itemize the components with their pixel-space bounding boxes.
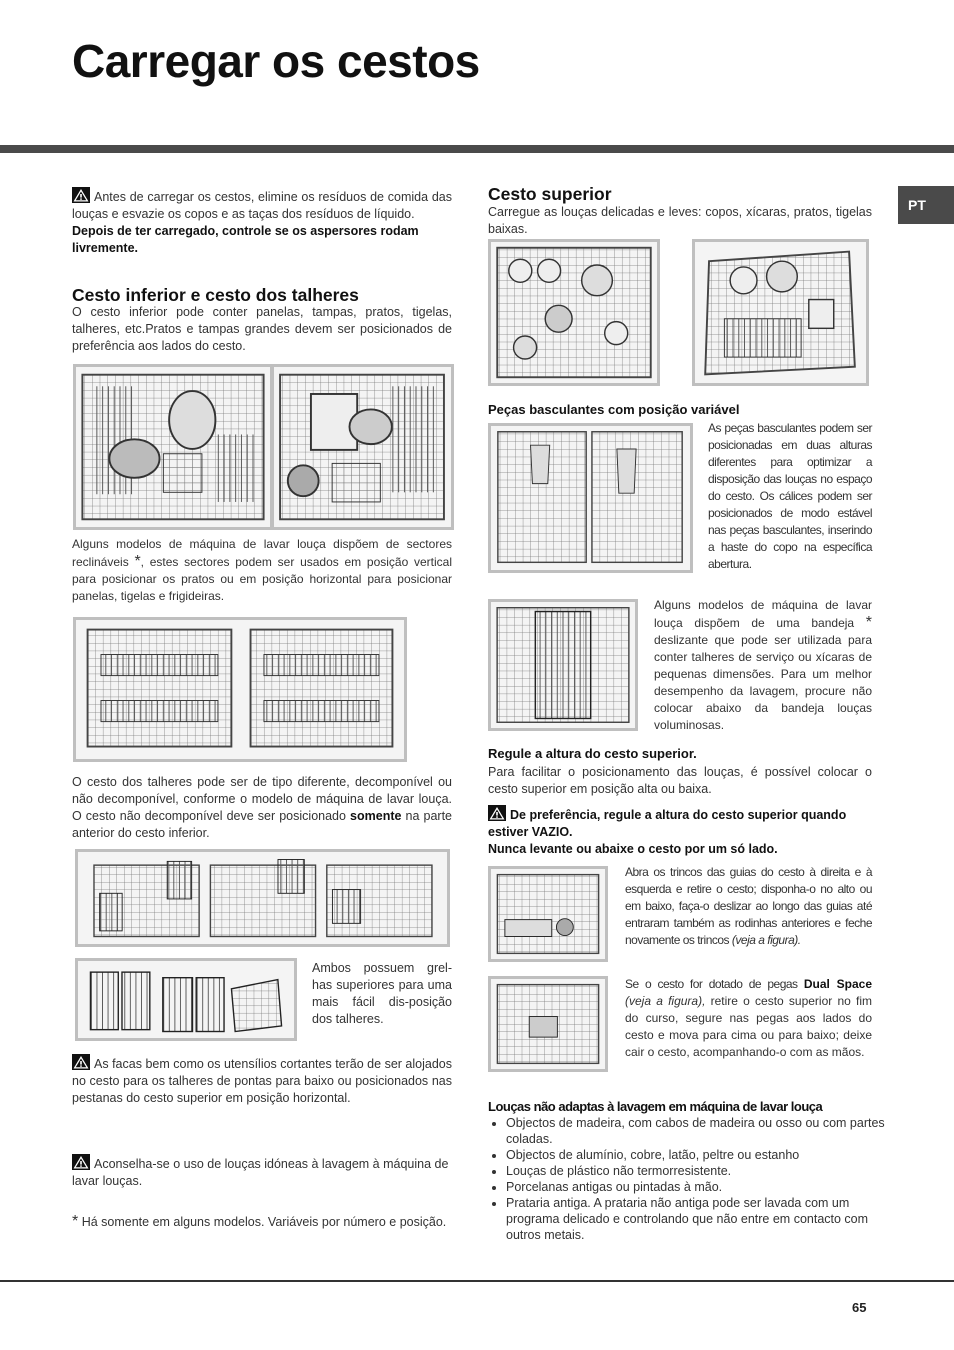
lower-basket-illustration-2 — [271, 364, 454, 530]
language-tab[interactable]: PT — [898, 186, 954, 224]
warning-icon — [72, 187, 90, 203]
advice-warning: Aconselha-se o uso de louças idóneas à lavagem à máquina de lavar louças. — [72, 1154, 452, 1190]
dual-space-illustration — [488, 976, 608, 1072]
height-adjust-warning: De preferência, regule a altura do cesto superior quando estiver VAZIO. Nunca levante ou abaixe o cesto por um só lado. — [488, 805, 872, 858]
cutlery-basket-text: O cesto dos talheres pode ser de tipo diferente, decomponível ou não decomponível, conforme o modelo de máquina de lavar louça. O cesto não decomponível deve ser posicionado somente na parte anterior do cesto inferior. — [72, 775, 453, 840]
section-heading-lower-basket: Cesto inferior e cesto dos talheres — [72, 285, 359, 305]
warning-icon — [72, 1154, 90, 1170]
warning-icon — [72, 1054, 90, 1070]
sliding-tray-text: Alguns modelos de máquina de lavar louça dispõem de uma bandeja * deslizante que pode ser utilizada para conter talheres de serviço ou xícaras de pequenas dimensões. Para um melhor desempenho da lavagem, procure não colocar abaixo da bandeja louças voluminosas. — [654, 598, 872, 732]
tilting-parts-illustration — [488, 423, 693, 573]
list-item: • Louças de plástico não termorresistente. — [506, 1163, 890, 1179]
tilting-parts-heading: Peças basculantes com posição variável — [488, 402, 740, 417]
knives-warning: As facas bem como os utensílios cortantes terão de ser alojados no cesto para os talheres de pontas para baixo ou posicionados nas pestanas do cesto superior em posição horizontal. — [72, 1054, 452, 1107]
page-number: 65 — [852, 1300, 867, 1315]
sliding-tray-illustration — [488, 599, 638, 731]
grilles-text: Ambos possuem grel-has superiores para uma mais fácil dis-posição dos talheres. — [312, 961, 452, 1026]
lower-basket-illustration-1 — [73, 364, 273, 530]
reclining-sectors-illustration — [73, 617, 407, 762]
reclining-sectors-text: Alguns modelos de máquina de lavar louça dispõem de sectores reclináveis *, estes sectores podem ser usados em posição vertical para posicionar os pratos ou em posição horizontal para posicionar panelas, tigelas e frigideiras. — [72, 537, 453, 603]
cutlery-basket-positions-illustration — [75, 849, 450, 947]
header-divider — [0, 145, 954, 153]
footer-divider — [0, 1280, 954, 1282]
unsuitable-items-heading: Louças não adaptas à lavagem em máquina de lavar louça — [488, 1099, 823, 1114]
list-item: • Objectos de alumínio, cobre, latão, peltre ou estanho — [506, 1147, 890, 1163]
basket-latches-text: Abra os trincos das guias do cesto à direita e à esquerda e retire o cesto; disponha-o no alto ou em baixo, faça-o deslizar ao longo das guias até entraram também as rodinhas anteriores e feche novamente os trincos (veja a figura). — [625, 865, 872, 947]
height-adjust-heading: Regule a altura do cesto superior. — [488, 746, 697, 761]
basket-latches-illustration — [488, 866, 608, 962]
cutlery-grilles-illustration — [75, 958, 297, 1041]
height-adjust-text: Para facilitar o posicionamento das louças, é possível colocar o cesto superior em posição alta ou baixa. — [488, 765, 872, 796]
lower-basket-text: O cesto inferior pode conter panelas, tampas, pratos, tigelas, talheres, etc.Pratos e tampas grandes devem ser posicionados de preferência aos lados do cesto. — [72, 305, 452, 353]
upper-basket-illustration-2 — [692, 239, 869, 386]
intro-block — [72, 187, 452, 257]
upper-basket-illustration-1 — [488, 239, 660, 386]
unsuitable-items-list — [488, 1115, 890, 1243]
dual-space-text: Se o cesto for dotado de pegas Dual Space (veja a figura), retire o cesto superior no fim do curso, segure nas pegas aos lados do cesto e mova para cima ou para baixo; deixe cair o cesto, acompanhando-o com as mãos. — [625, 977, 872, 1059]
intro-text: Antes de carregar os cestos, elimine os resíduos de comida das louças e esvazie os copos e as taças dos resíduos de líquido. — [72, 190, 452, 221]
section-heading-upper-basket: Cesto superior — [488, 184, 612, 204]
footnote: * Há somente em alguns modelos. Variáveis por número e posição. — [72, 1213, 447, 1230]
upper-basket-text: Carregue as louças delicadas e leves: copos, xícaras, pratos, tigelas baixas. — [488, 205, 872, 236]
tilting-parts-text: As peças basculantes podem ser posicionadas em duas alturas diferentes para optimizar a disposição das louças no espaço do cesto. Os cálices podem ser posicionados de modo estável nas peças basculantes, inserindo a haste do copo na específica abertura. — [708, 421, 872, 571]
list-item: • Objectos de madeira, com cabos de madeira ou osso ou com partes coladas. — [506, 1115, 890, 1147]
warning-icon — [488, 805, 506, 821]
list-item: • Porcelanas antigas ou pintadas à mão. — [506, 1179, 890, 1195]
page-title: Carregar os cestos — [72, 35, 480, 87]
intro-bold-text: Depois de ter carregado, controle se os aspersores rodam livremente. — [72, 224, 419, 255]
list-item: • Prataria antiga. A prataria não antiga pode ser lavada com um programa delicado e controlando que não entre em contacto com outros metais. — [506, 1195, 890, 1243]
